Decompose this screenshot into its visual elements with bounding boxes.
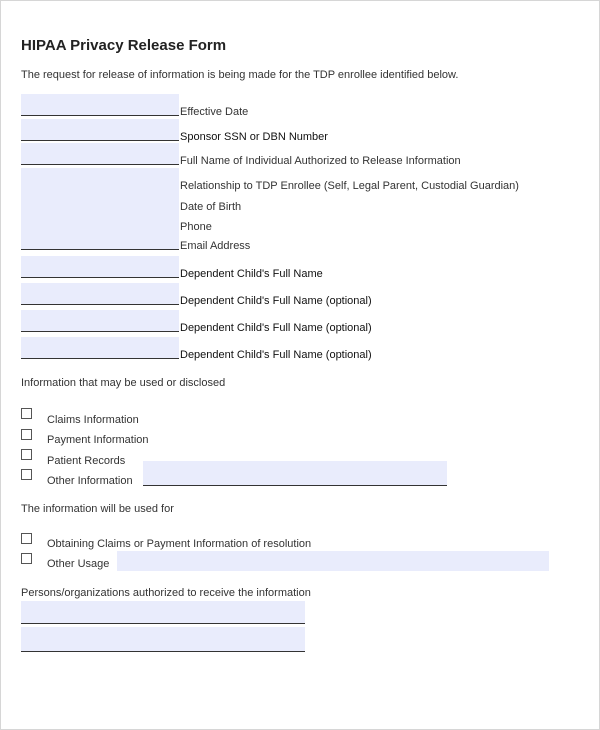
dependent-child-field-3[interactable] [21,310,581,334]
effective-date-field[interactable] [21,94,581,118]
checkbox-label: Other Information [47,475,133,487]
email-input[interactable] [21,228,179,250]
dependent-child-field-4[interactable] [21,337,581,361]
checkbox-label: Obtaining Claims or Payment Information of resolution [47,538,312,550]
checkbox-label: Patient Records [47,455,126,467]
recipient-input-2[interactable] [21,627,305,651]
recipient-input-1[interactable] [21,601,305,623]
relationship-input[interactable] [21,168,179,190]
underline [21,304,179,305]
payment-information-checkbox[interactable] [21,429,32,440]
form-title: HIPAA Privacy Release Form [21,37,227,54]
dependent-child-field-1[interactable] [21,256,581,280]
patient-records-checkbox[interactable] [21,449,32,460]
field-label: Dependent Child's Full Name (optional) [180,322,372,334]
checkbox-label: Claims Information [47,414,139,426]
field-label: Dependent Child's Full Name (optional) [180,349,372,361]
obtaining-claims-checkbox[interactable] [21,533,32,544]
authorized-individual-field[interactable] [21,143,581,167]
field-label: Full Name of Individual Authorized to Release Information [180,155,461,167]
use-section-heading: The information will be used for [21,503,174,515]
checkbox-label: Other Usage [47,558,110,570]
underline [21,331,179,332]
recipients-section-heading: Persons/organizations authorized to receive the information [21,587,311,599]
underline [21,651,305,652]
other-information-input[interactable] [143,461,447,485]
field-label: Sponsor SSN or DBN Number [180,131,328,143]
underline [21,140,179,141]
effective-date-input[interactable] [21,94,179,116]
intro-text: The request for release of information is being made for the TDP enrollee identified below. [21,69,459,81]
other-usage-checkbox[interactable] [21,553,32,564]
dependent-child-input-3[interactable] [21,310,179,332]
underline [21,358,179,359]
date-of-birth-input[interactable] [21,189,179,211]
field-label: Phone [180,221,212,233]
field-label: Email Address [180,240,251,252]
claims-information-checkbox[interactable] [21,408,32,419]
underline [21,623,305,624]
underline [21,115,179,116]
field-label: Date of Birth [180,201,242,213]
sponsor-ssn-field[interactable] [21,119,581,143]
dependent-child-input-2[interactable] [21,283,179,305]
email-field[interactable] [21,228,581,252]
sponsor-ssn-input[interactable] [21,119,179,141]
underline [21,249,179,250]
field-label: Relationship to TDP Enrollee (Self, Legal Parent, Custodial Guardian) [180,180,519,192]
dependent-child-field-2[interactable] [21,283,581,307]
dependent-child-input-1[interactable] [21,256,179,278]
info-section-heading: Information that may be used or disclosed [21,377,226,389]
underline [21,164,179,165]
other-usage-input[interactable] [117,551,549,571]
field-label: Effective Date [180,106,249,118]
other-information-checkbox[interactable] [21,469,32,480]
field-label: Dependent Child's Full Name (optional) [180,295,372,307]
dependent-child-input-4[interactable] [21,337,179,359]
checkbox-label: Payment Information [47,434,149,446]
field-label: Dependent Child's Full Name [180,268,323,280]
underline [21,277,179,278]
authorized-individual-input[interactable] [21,143,179,165]
underline [143,485,447,486]
